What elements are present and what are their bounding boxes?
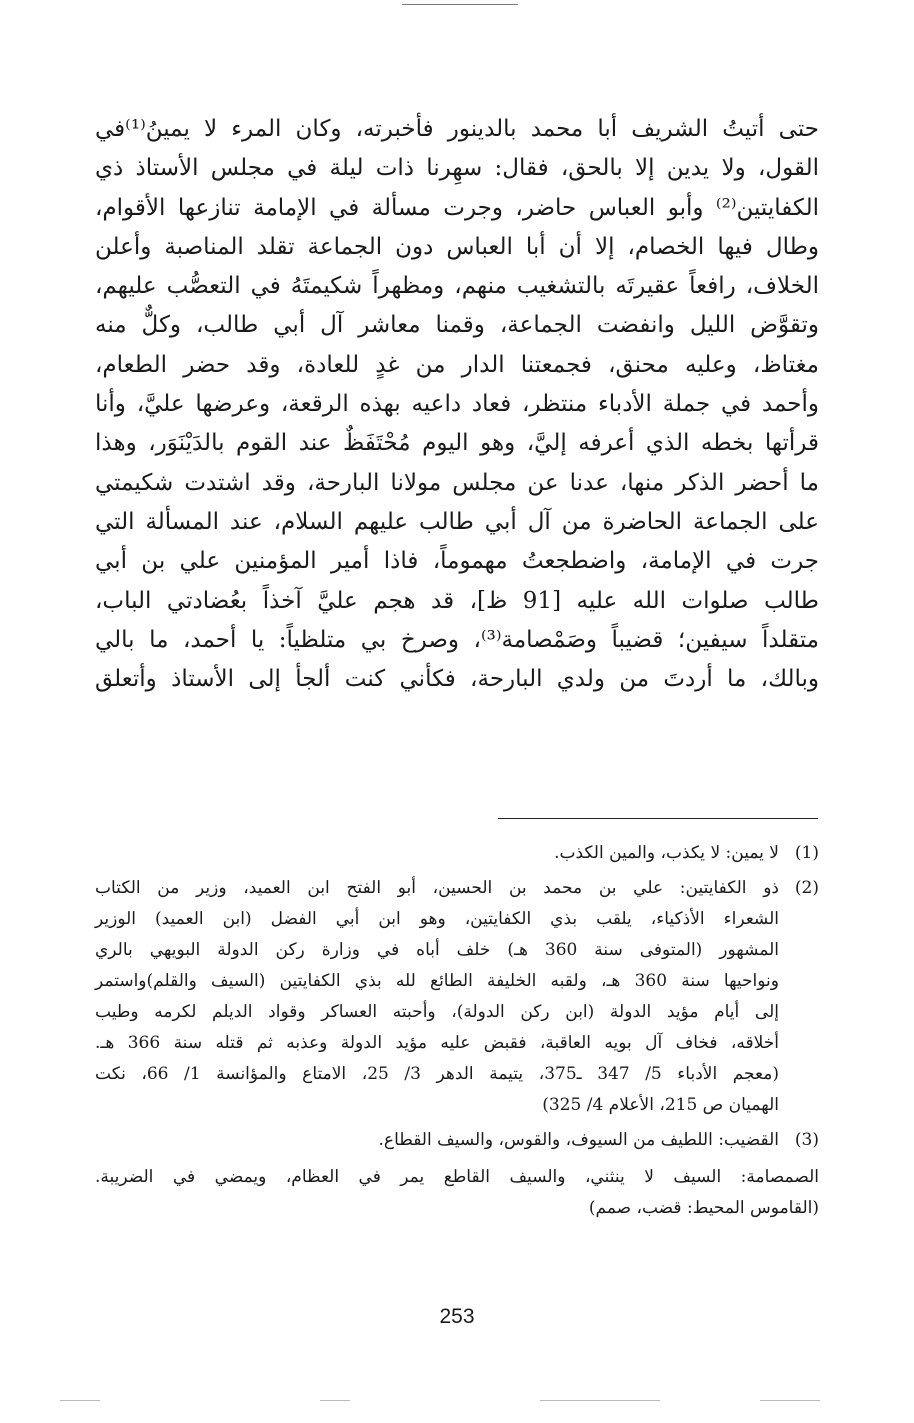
top-rule (402, 4, 518, 5)
footnote-line: الشعراء الأذكياء، يلقب بذي الكفايتين، وهو ابن أبي الفضل (ابن العميد) الوزير (95, 909, 779, 929)
footnote-line: الهميان ص 215، الأعلام 4/ 325) (542, 1095, 779, 1115)
footnote-number: (1) (794, 843, 819, 863)
page-number: 253 (439, 1305, 475, 1328)
body-line: وبالك، ما أردتَ من ولدي البارحة، فكأني كنت ألجأ إلى الأستاذ وأتعلق (95, 666, 819, 693)
body-line: وتقوَّض الليل وانفضت الجماعة، وقمنا معاشر آل أبي طالب، وكلٌّ منه (95, 312, 819, 339)
body-line: ما أحضر الذكر منها، عدنا عن مجلس مولانا البارحة، وقد اشتدت شكيمتي (95, 469, 819, 496)
body-line: متقلداً سيفين؛ قضيباً وصَمْصامة⁽³⁾، وصرخ بي متلظياً: يا أحمد، ما بالي (95, 626, 819, 653)
body-text (95, 110, 819, 699)
footnote-line: لا يمين: لا يكذب، والمين الكذب. (554, 843, 779, 863)
footnote-1 (95, 838, 819, 869)
footnote-line: إلى أيام مؤيد الدولة (ابن ركن الدولة)، وأحبته العساكر وقواد الديلم لكرمه وطيب (95, 1002, 779, 1022)
footnote-2 (95, 873, 819, 1121)
footnote-line: المشهور (المتوفى سنة 360 هـ) خلف أباه في وزارة ركن الدولة البويهي بالري (95, 940, 779, 960)
footnote-separator (498, 818, 818, 819)
footnote-number: (2) (794, 878, 819, 898)
footnote-line: ونواحيها سنة 360 هـ، ولقبه الخليفة الطائع لله بذي الكفايتين (السيف والقلم)واستمر (95, 971, 779, 991)
body-line: جرت في الإمامة، واضطجعتُ مهموماً، فاذا أمير المؤمنين علي بن أبي (95, 548, 819, 575)
footnote-line: (معجم الأدباء 5/ 347 ـ375، يتيمة الدهر 3/ 25، الامتاع والمؤانسة 1/ 66، نكت (95, 1064, 779, 1084)
footnote-number: (3) (794, 1130, 819, 1150)
scan-artifacts (60, 1392, 860, 1412)
footnotes (95, 838, 819, 1224)
body-line: طالب صلوات الله عليه [91 ظ]، قد هجم عليَّ آخذاً بعُضادتي الباب، (95, 587, 819, 614)
body-line: قرأتها بخطه الذي أعرفه إليَّ، وهو اليوم مُحْتَفَظٌ عند القوم بالدَيْنَوَر، وهذا (95, 430, 819, 457)
footnote-3 (95, 1125, 819, 1156)
footnote-line: ذو الكفايتين: علي بن محمد بن الحسين، أبو الفتح ابن العميد، وزير من الكتاب (95, 878, 779, 898)
body-line: وأحمد في جملة الأدباء منتظر، فعاد داعيه بهذه الرقعة، وعرضها عليَّ، وأنا (95, 391, 819, 418)
body-line: وطال فيها الخصام، إلا أن أبا العباس دون الجماعة تقلد المناصبة وأعلن (95, 233, 819, 260)
footnote-3-continuation (95, 1162, 819, 1224)
footnote-line: (القاموس المحيط: قضب، صمم) (588, 1198, 819, 1218)
footnote-line: أخلاقه، فخاف آل بويه العاقبة، فقبض عليه مؤيد الدولة وعذبه ثم قتله سنة 366 هـ. (95, 1033, 779, 1053)
body-line: مغتاظ، وعليه محنق، فجمعتنا الدار من غدٍ للعادة، وقد حضر الطعام، (95, 351, 819, 378)
body-line: على الجماعة الحاضرة من آل أبي طالب عليهم السلام، عند المسألة التي (95, 508, 819, 535)
body-line: القول، ولا يدين إلا بالحق، فقال: سهِرنا ذات ليلة في مجلس الأستاذ ذي (95, 155, 819, 182)
body-line: الكفايتين⁽²⁾ وأبو العباس حاضر، وجرت مسألة في الإمامة تنازعها الأقوام، (95, 194, 819, 221)
body-line: حتى أتيتُ الشريف أبا محمد بالدينور فأخبرته، وكان المرء لا يمينُ⁽¹⁾في (95, 116, 819, 142)
footnote-line: القضيب: اللطيف من السيوف، والقوس، والسيف القطاع. (378, 1130, 779, 1150)
footnote-line: الصمصامة: السيف لا ينثني، والسيف القاطع يمر في العظام، ويمضي في الضريبة. (95, 1167, 819, 1187)
body-line: الخلاف، رافعاً عقيرتَه بالتشغيب منهم، ومظهراً شكيمتَهُ في التعصُّب عليهم، (95, 273, 819, 300)
